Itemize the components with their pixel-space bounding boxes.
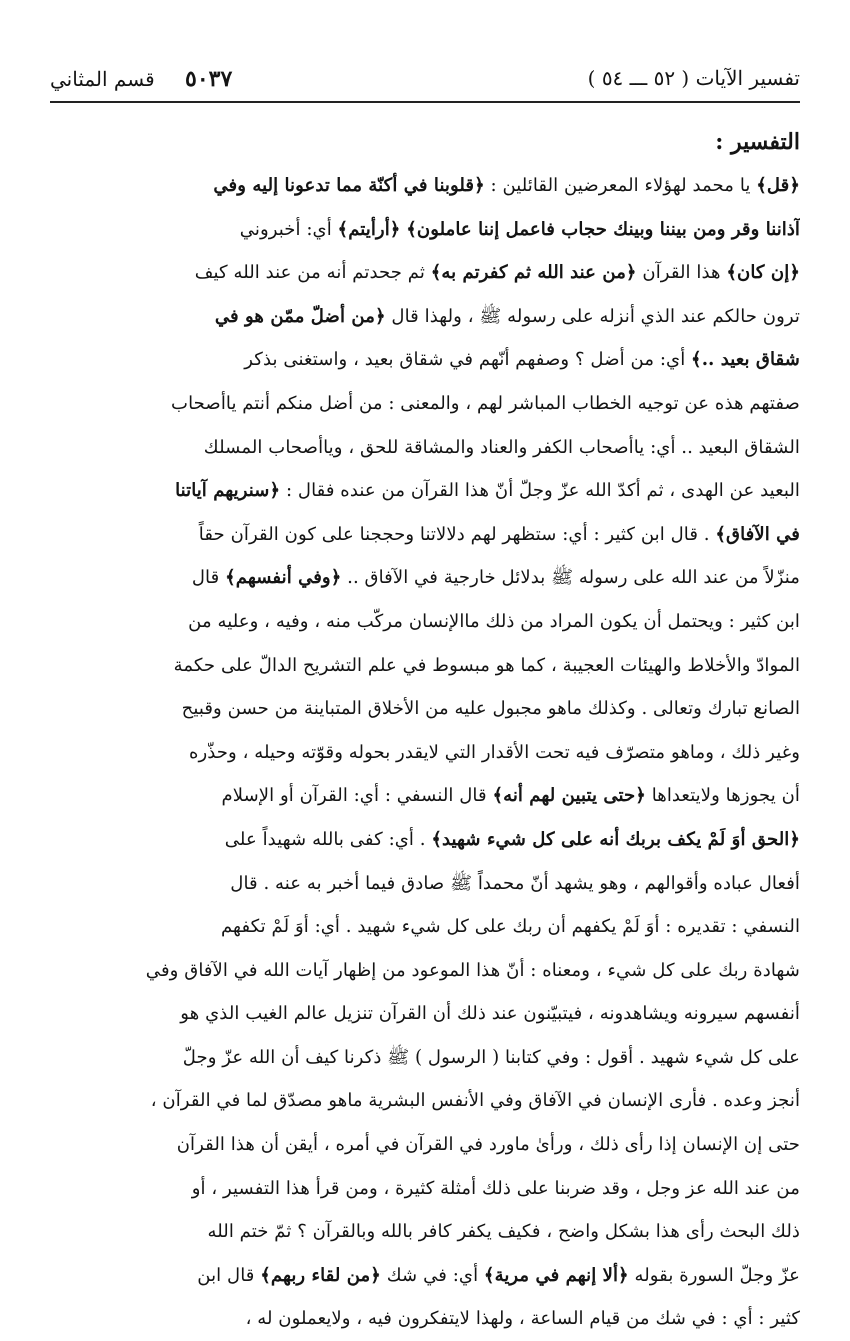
text-line: ﴿إن كان﴾ هذا القرآن ﴿من عند الله ثم كفرتم به﴾ ثم جحدتم أنه من عند الله كيف <box>194 262 800 284</box>
text-line: ابن كثير : ويحتمل أن يكون المراد من ذلك ماالإنسان مركّب منه ، وفيه ، وعليه من <box>188 610 800 632</box>
header-title: تفسير الآيات ( ٥٢ ـــ ٥٤ ) <box>587 66 800 90</box>
header-left <box>50 66 232 92</box>
text-line: آذاننا وقر ومن بيننا وبينك حجاب فاعمل إننا عاملون﴾ ﴿أرأيتم﴾ أي: أخبروني <box>239 218 800 240</box>
text-line: صفتهم هذه عن توجيه الخطاب المباشر لهم ، والمعنى : من أضل منكم أنتم ياأصحاب <box>171 392 800 414</box>
text-line: الشقاق البعيد .. أي: ياأصحاب الكفر والعناد والمشاقة للحق ، وياأصحاب المسلك <box>203 436 800 458</box>
text-line: النسفي : تقديره : أوَ لَمْ يكفهم أن ربك على كل شيء شهيد . أي: أوَ لَمْ تكفهم <box>220 916 800 938</box>
text-line: حتى إن الإنسان إذا رأى ذلك ، ورأىٰ ماورد في القرآن في أمره ، أيقن أن هذا القرآن <box>176 1134 800 1156</box>
text-line: عزّ وجلّ السورة بقوله ﴿ألا إنهم في مرية﴾ أي: في شك ﴿من لقاء ربهم﴾ قال ابن <box>197 1264 800 1286</box>
text-line: وغير ذلك ، وماهو متصرّف فيه تحت الأقدار التي لايقدر بحوله وقوّته وحيله ، وحذّره <box>188 741 800 763</box>
text-line: منزّلاً من عند الله على رسوله ﷺ بدلائل خارجية في الآفاق .. ﴿وفي أنفسهم﴾ قال <box>191 567 800 589</box>
text-line: شهادة ربك على كل شيء ، ومعناه : أنّ هذا الموعود من إظهار آيات الله في الآفاق وفي <box>145 959 800 981</box>
page-number: ٥٠٣٧ <box>185 66 233 92</box>
text-line: أفعال عباده وأقوالهم ، وهو يشهد أنّ محمداً ﷺ صادق فيما أخبر به عنه . قال <box>230 872 800 894</box>
text-line: ﴿الحق أوَ لَمْ يكف بربك أنه على كل شيء شهيد﴾ . أي: كفى بالله شهيداً على <box>224 828 800 850</box>
section-name: قسم المثاني <box>50 67 155 91</box>
text-line: أن يجوزها ولايتعداها ﴿حتى يتبين لهم أنه﴾ قال النسفي : أي: القرآن أو الإسلام <box>221 785 800 807</box>
text-lines <box>50 164 800 1341</box>
header-divider <box>50 101 800 103</box>
section-heading: التفسير : <box>715 129 800 155</box>
text-line: ﴿قل﴾ يا محمد لهؤلاء المعرضين القائلين : ﴿قلوبنا في أكنّة مما تدعونا إليه وفي <box>213 175 800 196</box>
text-line: في الآفاق﴾ . قال ابن كثير : أي: ستظهر لهم دلالاتنا وحججنا على كون القرآن حقاً <box>198 523 800 545</box>
text-line: الموادّ والأخلاط والهيئات العجيبة ، كما هو مبسوط في علم التشريح الدالّ على حكمة <box>173 654 800 676</box>
text-line: شقاق بعيد ..﴾ أي: من أضل ؟ وصفهم أنّهم في شقاق بعيد ، واستغنى بذكر <box>244 349 800 371</box>
text-line: أنفسهم سيرونه ويشاهدونه ، فيتبيّنون عند ذلك أن القرآن تنزيل عالم الغيب الذي هو <box>180 1003 800 1025</box>
text-line: ذلك البحث رأى هذا بشكل واضح ، فكيف يكفر كافر بالله وبالقرآن ؟ ثمّ ختم الله <box>207 1221 800 1243</box>
running-header <box>50 62 800 98</box>
text-line: البعيد عن الهدى ، ثم أكدّ الله عزّ وجلّ أنّ هذا القرآن من عنده فقال : ﴿سنريهم آياتنا <box>175 480 800 502</box>
text-line: من عند الله عز وجل ، وقد ضربنا على ذلك أمثلة كثيرة ، ومن قرأ هذا التفسير ، أو <box>191 1177 800 1199</box>
tafsir-body <box>50 120 800 1341</box>
text-line: على كل شيء شهيد . أقول : وفي كتابنا ( الرسول ) ﷺ ذكرنا كيف أن الله عزّ وجلّ <box>182 1046 800 1068</box>
text-line: الصانع تبارك وتعالى . وكذلك ماهو مجبول عليه من الأخلاق المتباينة من حسن وقبيح <box>181 698 800 720</box>
text-line: ترون حالكم عند الذي أنزله على رسوله ﷺ ، ولهذا قال ﴿من أضلّ ممّن هو في <box>214 305 800 327</box>
text-line: كثير : أي : في شك من قيام الساعة ، ولهذا لايتفكرون فيه ، ولايعملون له ، <box>245 1308 800 1330</box>
text-line: أنجز وعده . فأرى الإنسان في الآفاق وفي الأنفس البشرية ماهو مصدّق لما في القرآن ، <box>150 1090 800 1112</box>
